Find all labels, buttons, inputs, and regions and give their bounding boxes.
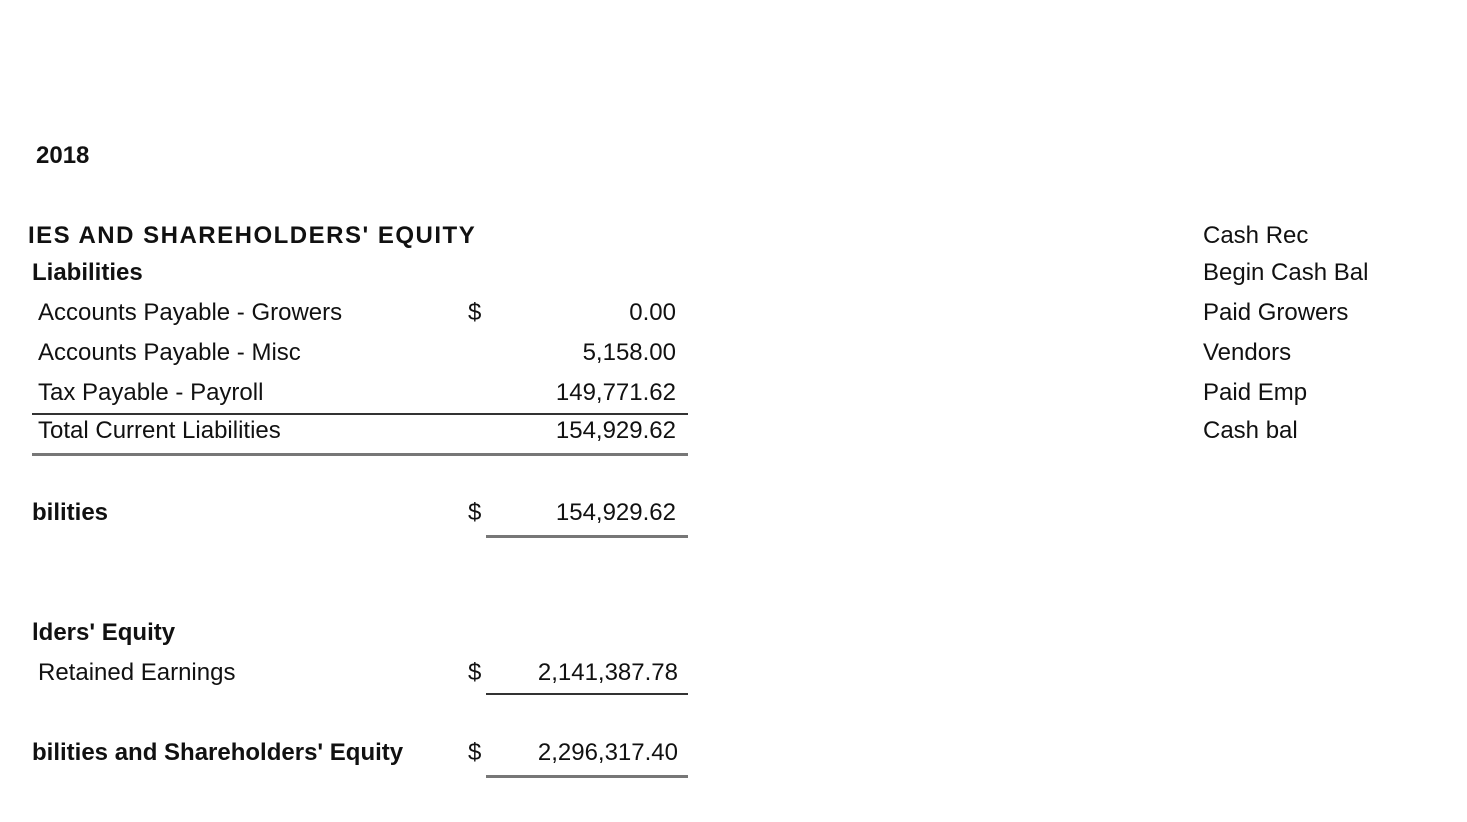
total-liabilities-amount: 154,929.62 (555, 499, 676, 526)
cash-item-paid-emp: Paid Emp (1203, 379, 1308, 406)
total-current-liabilities-amount: 154,929.62 (555, 417, 676, 444)
currency-symbol: $ (468, 299, 482, 326)
retained-earnings-label: Retained Earnings (38, 659, 236, 686)
equity-header: lders' Equity (32, 619, 176, 646)
liabilities-header: Liabilities (32, 259, 143, 286)
total-liabilities-label: bilities (32, 499, 109, 526)
row-amount-tax-payroll: 149,771.62 (555, 379, 676, 406)
cash-item-cash-rec: Cash Rec (1203, 222, 1309, 249)
report-year: 2018 (36, 142, 90, 169)
subtotal-rule (32, 413, 688, 415)
cash-item-begin-cash-bal: Begin Cash Bal (1203, 259, 1369, 286)
currency-symbol: $ (468, 659, 482, 686)
total-liabilities-equity-rule (486, 775, 688, 778)
row-amount-ap-misc: 5,158.00 (582, 339, 676, 366)
row-amount-ap-growers: 0.00 (629, 299, 676, 326)
retained-earnings-amount: 2,141,387.78 (537, 659, 678, 686)
row-label-ap-misc: Accounts Payable - Misc (38, 339, 301, 366)
cash-item-vendors: Vendors (1203, 339, 1292, 366)
cash-item-paid-growers: Paid Growers (1203, 299, 1349, 326)
currency-symbol: $ (468, 499, 482, 526)
total-liabilities-rule (486, 535, 688, 538)
retained-earnings-rule (486, 693, 688, 695)
total-liabilities-equity-amount: 2,296,317.40 (537, 739, 678, 766)
section-header: IES AND SHAREHOLDERS' EQUITY (28, 222, 477, 249)
currency-symbol: $ (468, 739, 482, 766)
row-label-ap-growers: Accounts Payable - Growers (38, 299, 343, 326)
cash-item-cash-bal: Cash bal (1203, 417, 1298, 444)
row-label-tax-payroll: Tax Payable - Payroll (38, 379, 264, 406)
total-rule (32, 453, 688, 456)
total-current-liabilities-label: Total Current Liabilities (38, 417, 281, 444)
total-liabilities-equity-label: bilities and Shareholders' Equity (32, 739, 404, 766)
